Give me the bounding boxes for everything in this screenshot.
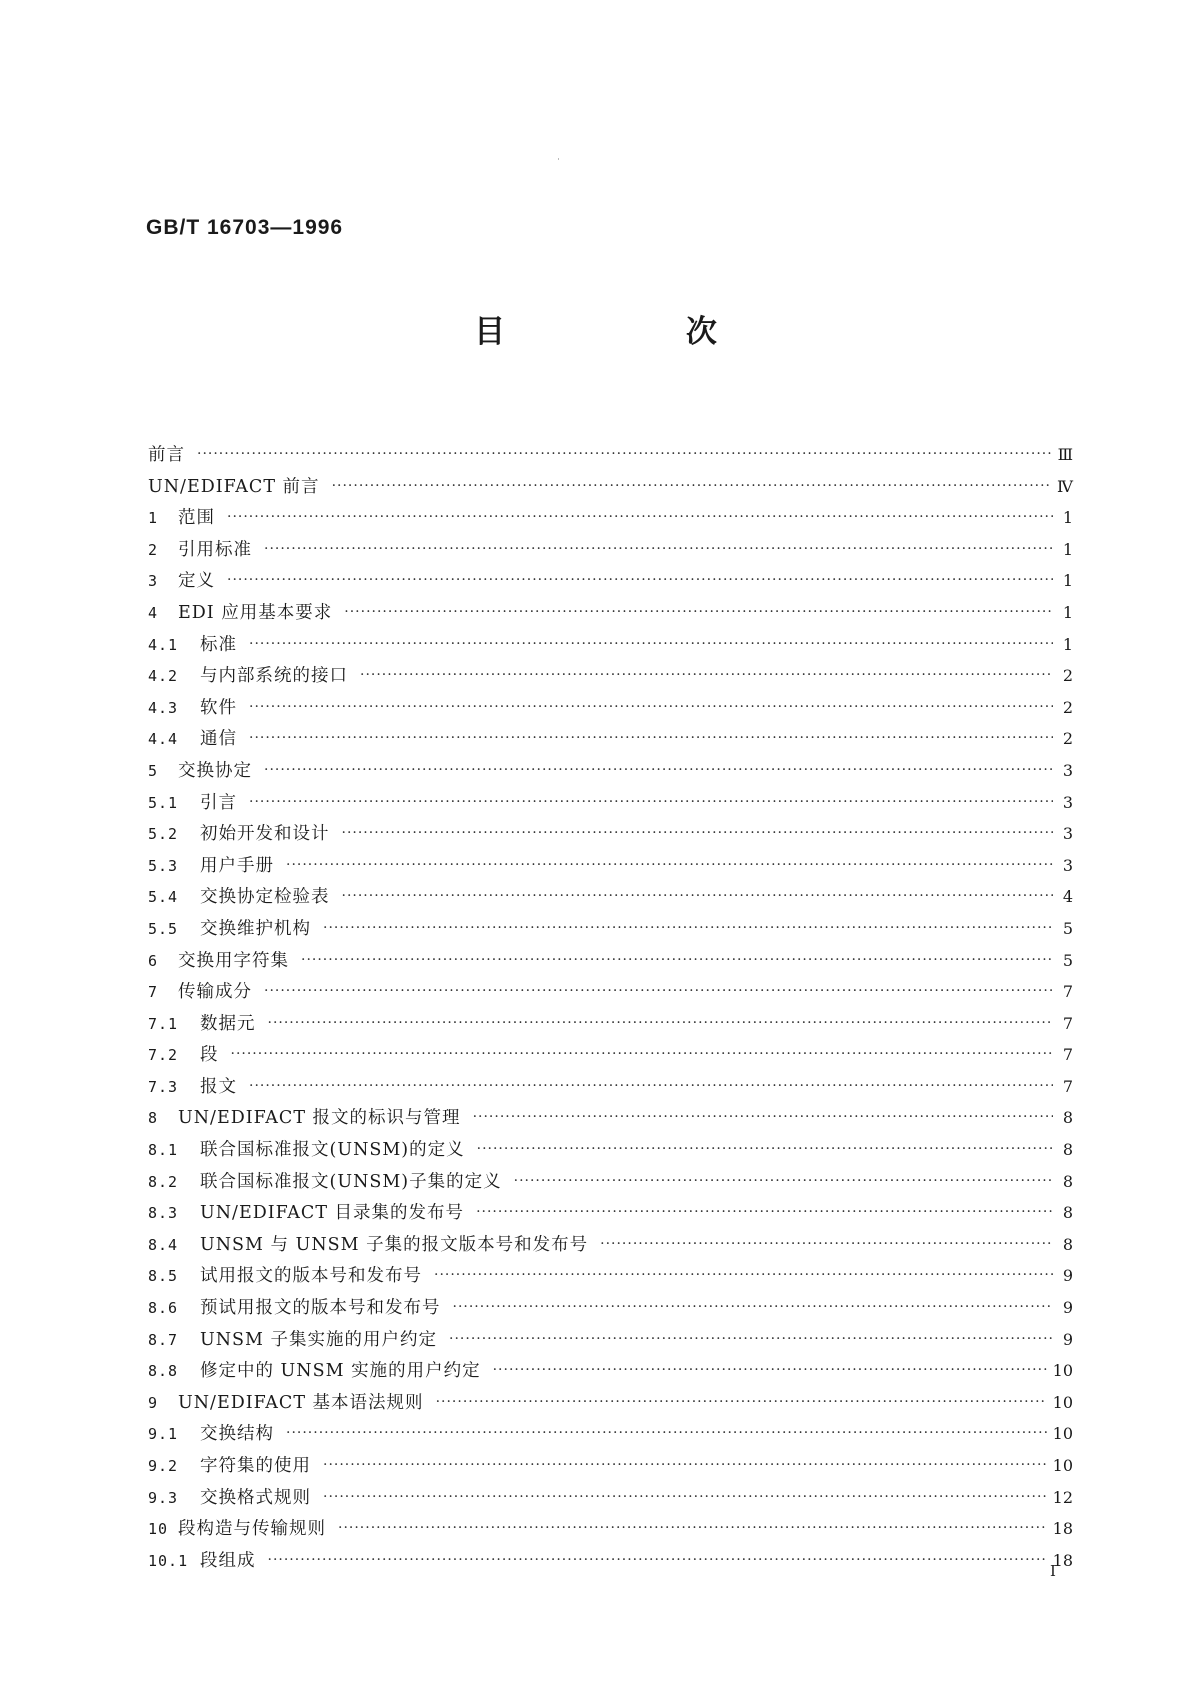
toc-entry[interactable] <box>148 1357 1073 1389</box>
toc-entry-page: 12 <box>1052 1487 1073 1507</box>
toc-entry[interactable] <box>148 883 1073 915</box>
toc-entry-page: 8 <box>1062 1171 1073 1191</box>
toc-entry[interactable] <box>148 1262 1073 1294</box>
toc-entry-title: 修定中的 UNSM 实施的用户约定 <box>200 1361 481 1382</box>
toc-entry-number: 8 <box>148 1109 159 1128</box>
toc-entry-title: 数据元 <box>200 1013 256 1034</box>
dot-leader <box>342 888 1054 904</box>
toc-entry-page: 3 <box>1062 855 1073 875</box>
toc-entry-page: 18 <box>1052 1550 1073 1570</box>
toc-entry-page: 7 <box>1062 982 1073 1002</box>
toc-entry-number: 5.1 <box>148 793 179 812</box>
toc-entry-title: 联合国标准报文(UNSM)的定义 <box>200 1140 465 1161</box>
toc-entry[interactable] <box>148 789 1073 821</box>
toc-entry-page: 7 <box>1062 1013 1073 1033</box>
toc-entry-page: 5 <box>1062 950 1073 970</box>
toc-entry[interactable] <box>148 725 1073 757</box>
toc-entry-title: 交换格式规则 <box>200 1487 311 1508</box>
toc-entry[interactable] <box>148 441 1073 473</box>
toc-entry-page: 7 <box>1062 1076 1073 1096</box>
dot-leader <box>493 1362 1047 1378</box>
dot-leader <box>514 1173 1053 1189</box>
toc-entry-page: 3 <box>1062 760 1073 780</box>
toc-entry[interactable] <box>148 1136 1073 1168</box>
toc-entry[interactable] <box>148 694 1073 726</box>
toc-entry[interactable] <box>148 1199 1073 1231</box>
toc-entry-title: 初始开发和设计 <box>200 824 330 845</box>
toc-entry-title: 通信 <box>200 729 237 750</box>
toc-entry-page: 7 <box>1062 1045 1073 1065</box>
page-title: 目 次 <box>474 314 802 350</box>
dot-leader <box>323 1489 1047 1505</box>
toc-entry-page: 1 <box>1062 508 1073 528</box>
page-folio: Ⅰ <box>1050 1562 1056 1580</box>
toc-entry[interactable] <box>148 662 1073 694</box>
toc-entry-number: 8.8 <box>148 1362 179 1381</box>
toc-entry-number: 6 <box>148 951 159 970</box>
dot-leader <box>453 1299 1054 1315</box>
toc-entry[interactable] <box>148 1231 1073 1263</box>
toc-entry-number: 3 <box>148 572 159 591</box>
toc-entry-number: 2 <box>148 540 159 559</box>
toc-entry-page: 9 <box>1062 1266 1073 1286</box>
dot-leader <box>268 1552 1047 1568</box>
toc-entry-title: 前言 <box>148 445 185 465</box>
dot-leader <box>227 509 1053 525</box>
toc-entry[interactable] <box>148 1547 1073 1579</box>
toc-entry-number: 8.3 <box>148 1204 179 1223</box>
toc-entry-title: 联合国标准报文(UNSM)子集的定义 <box>200 1171 502 1192</box>
dot-leader <box>449 1331 1053 1347</box>
toc-entry-number: 8.2 <box>148 1172 179 1191</box>
toc-entry-number: 8.7 <box>148 1330 179 1349</box>
toc-entry[interactable] <box>148 1010 1073 1042</box>
toc-entry-title: 段组成 <box>200 1550 256 1571</box>
toc-entry-page: 2 <box>1062 666 1073 686</box>
scan-speck <box>558 158 559 160</box>
toc-entry-title: 交换协定检验表 <box>200 887 330 908</box>
toc-entry-number: 5 <box>148 761 159 780</box>
toc-entry-number: 10 <box>148 1520 169 1539</box>
dot-leader <box>249 794 1053 810</box>
toc-entry-number: 10.1 <box>148 1551 189 1570</box>
toc-entry-title: 段构造与传输规则 <box>178 1519 326 1540</box>
toc-entry-page: 18 <box>1052 1519 1073 1539</box>
toc-entry-page: 2 <box>1062 729 1073 749</box>
toc-entry-page: 1 <box>1062 602 1073 622</box>
toc-entry-number: 4.1 <box>148 635 179 654</box>
toc-entry-page: Ⅳ <box>1057 476 1073 496</box>
dot-leader <box>249 699 1053 715</box>
toc-entry-page: 2 <box>1062 697 1073 717</box>
toc-entry-number: 4 <box>148 603 159 622</box>
dot-leader <box>477 1141 1053 1157</box>
toc-entry-number: 9.1 <box>148 1425 179 1444</box>
toc-entry-page: 8 <box>1062 1140 1073 1160</box>
toc-entry[interactable] <box>148 1294 1073 1326</box>
toc-entry[interactable] <box>148 504 1073 536</box>
toc-entry-title: 交换协定 <box>178 760 252 781</box>
toc-entry-page: 3 <box>1062 792 1073 812</box>
toc-entry-number: 5.4 <box>148 888 179 907</box>
toc-entry-title: 交换用字符集 <box>178 950 289 971</box>
toc-entry-page: 10 <box>1052 1424 1073 1444</box>
dot-leader <box>323 920 1053 936</box>
toc-entry-title: 用户手册 <box>200 855 274 876</box>
toc-entry-page: 10 <box>1052 1456 1073 1475</box>
toc-entry-title: 交换维护机构 <box>200 918 311 939</box>
toc-entry-number: 8.6 <box>148 1299 179 1318</box>
toc-entry-title: 软件 <box>200 697 237 718</box>
dot-leader <box>286 1425 1047 1441</box>
toc-entry-number: 4.2 <box>148 667 179 686</box>
toc-entry-page: 8 <box>1062 1234 1073 1254</box>
dot-leader <box>264 541 1053 557</box>
toc-entry-page: 8 <box>1062 1108 1073 1128</box>
toc-entry[interactable] <box>148 1484 1073 1516</box>
toc-entry-title: 段 <box>200 1045 219 1066</box>
toc-entry[interactable] <box>148 1389 1073 1421</box>
dot-leader <box>338 1520 1047 1536</box>
toc-entry[interactable] <box>148 1515 1073 1547</box>
toc-entry-number: 1 <box>148 509 159 528</box>
dot-leader <box>249 1078 1053 1094</box>
toc-entry-number: 5.2 <box>148 825 179 844</box>
dot-leader <box>264 762 1053 778</box>
toc-entry[interactable] <box>148 1104 1073 1136</box>
toc-entry-title: UN/EDIFACT 前言 <box>148 476 320 497</box>
toc-entry-title: 字符集的使用 <box>200 1456 311 1476</box>
dot-leader <box>323 1457 1047 1473</box>
dot-leader <box>436 1394 1047 1410</box>
toc-entry[interactable] <box>148 1452 1073 1484</box>
dot-leader <box>473 1109 1053 1125</box>
toc-entry-number: 8.1 <box>148 1141 179 1160</box>
toc-entry-number: 8.4 <box>148 1235 179 1254</box>
toc-entry-page: 9 <box>1062 1329 1073 1349</box>
toc-entry[interactable] <box>148 757 1073 789</box>
toc-entry-title: 与内部系统的接口 <box>200 666 348 687</box>
toc-entry[interactable] <box>148 1041 1073 1073</box>
dot-leader <box>344 604 1053 620</box>
toc-entry-page: 10 <box>1052 1392 1073 1412</box>
dot-leader <box>249 636 1053 652</box>
dot-leader <box>476 1204 1053 1220</box>
dot-leader <box>249 730 1053 746</box>
toc-entry-title: UN/EDIFACT 目录集的发布号 <box>200 1203 465 1224</box>
toc-entry[interactable] <box>148 567 1073 599</box>
toc-entry[interactable] <box>148 1326 1073 1358</box>
toc-entry-title: EDI 应用基本要求 <box>178 602 333 623</box>
toc-entry-page: 9 <box>1062 1298 1073 1318</box>
dot-leader <box>342 825 1054 841</box>
toc-entry-title: 标准 <box>200 634 237 655</box>
toc-entry-number: 7.1 <box>148 1014 179 1033</box>
toc-entry[interactable] <box>148 536 1073 568</box>
toc-entry-title: UNSM 与 UNSM 子集的报文版本号和发布号 <box>200 1234 589 1255</box>
toc-entry-number: 9.3 <box>148 1488 179 1507</box>
toc-entry-number: 5.5 <box>148 919 179 938</box>
dot-leader <box>227 572 1053 588</box>
toc-entry-title: 试用报文的版本号和发布号 <box>200 1266 422 1287</box>
toc-entry-title: 范围 <box>178 508 215 529</box>
toc-entry[interactable] <box>148 1073 1073 1105</box>
toc-entry-title: UN/EDIFACT 基本语法规则 <box>178 1392 424 1413</box>
toc-entry[interactable] <box>148 1168 1073 1200</box>
dot-leader <box>600 1236 1053 1252</box>
toc-entry-title: UNSM 子集实施的用户约定 <box>200 1329 438 1350</box>
toc-entry-page: 5 <box>1062 918 1073 938</box>
dot-leader <box>286 857 1053 873</box>
toc-entry[interactable] <box>148 852 1073 884</box>
toc-entry-number: 8.5 <box>148 1267 179 1286</box>
toc-entry-title: 定义 <box>178 571 215 592</box>
toc-entry-number: 4.3 <box>148 698 179 717</box>
toc-entry-number: 7.3 <box>148 1077 179 1096</box>
toc-entry-number: 4.4 <box>148 730 179 749</box>
toc-entry-title: 预试用报文的版本号和发布号 <box>200 1298 441 1319</box>
toc-entry-page: 3 <box>1062 824 1073 844</box>
toc-entry-title: 传输成分 <box>178 982 252 1003</box>
toc-entry-page: 1 <box>1062 634 1073 654</box>
toc-entry-page: 1 <box>1062 571 1073 591</box>
dot-leader <box>434 1267 1053 1283</box>
dot-leader <box>268 1015 1054 1031</box>
toc-entry[interactable] <box>148 978 1073 1010</box>
toc-entry[interactable] <box>148 473 1073 505</box>
table-of-contents <box>148 441 1073 1578</box>
toc-entry-page: 8 <box>1062 1203 1073 1223</box>
toc-entry-title: UN/EDIFACT 报文的标识与管理 <box>178 1108 461 1129</box>
toc-entry[interactable] <box>148 599 1073 631</box>
toc-entry-number: 9 <box>148 1393 159 1412</box>
standard-number: GB/T 16703—1996 <box>146 216 344 239</box>
toc-entry-title: 报文 <box>200 1076 237 1097</box>
toc-entry[interactable] <box>148 820 1073 852</box>
dot-leader <box>264 983 1053 999</box>
toc-entry-page: 10 <box>1052 1361 1073 1381</box>
toc-entry[interactable] <box>148 1420 1073 1452</box>
toc-entry[interactable] <box>148 915 1073 947</box>
toc-entry[interactable] <box>148 631 1073 663</box>
toc-entry-number: 7 <box>148 983 159 1002</box>
dot-leader <box>197 446 1052 462</box>
toc-entry-page: 1 <box>1062 539 1073 559</box>
dot-leader <box>231 1046 1054 1062</box>
dot-leader <box>301 952 1053 968</box>
toc-entry-page: 4 <box>1062 887 1073 907</box>
dot-leader <box>360 667 1053 683</box>
toc-entry-title: 引言 <box>200 792 237 813</box>
toc-entry-page: Ⅲ <box>1057 445 1073 464</box>
toc-entry[interactable] <box>148 947 1073 979</box>
toc-entry-number: 7.2 <box>148 1046 179 1065</box>
toc-entry-title: 交换结构 <box>200 1424 274 1445</box>
dot-leader <box>332 478 1051 494</box>
toc-entry-number: 5.3 <box>148 856 179 875</box>
toc-entry-number: 9.2 <box>148 1457 179 1475</box>
toc-entry-title: 引用标准 <box>178 539 252 560</box>
